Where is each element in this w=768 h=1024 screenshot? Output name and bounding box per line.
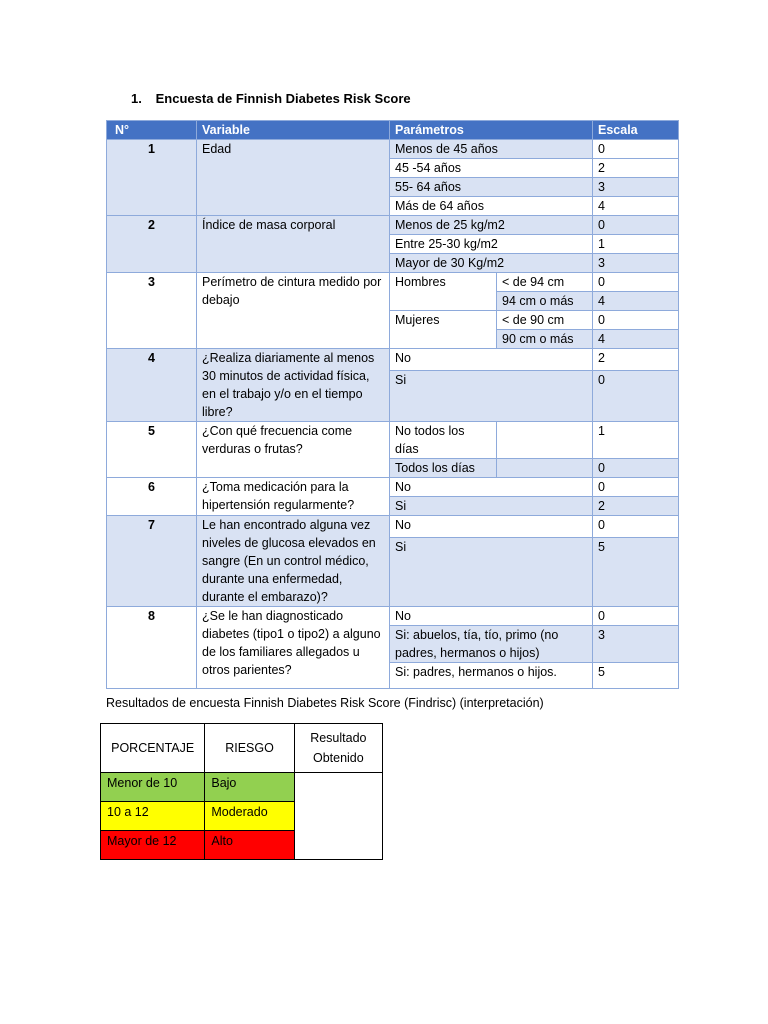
row-variable: ¿Realiza diariamente al menos 30 minutos de actividad física, en el trabajo y/o en el tiempo libre?	[197, 349, 390, 422]
row-variable: Le han encontrado alguna vez niveles de glucosa elevados en sangre (En un control médico, durante una enfermedad, durante el embarazo)?	[197, 516, 390, 607]
row-number: 3	[107, 273, 197, 349]
risk-cell: Alto	[205, 831, 294, 860]
row-variable: Edad	[197, 140, 390, 216]
header-obtained: Resultado Obtenido	[294, 724, 382, 773]
percentage-cell: Menor de 10	[101, 773, 205, 802]
param-label: 45 -54 años	[390, 159, 593, 178]
param-score: 4	[593, 292, 679, 311]
param-score: 0	[593, 607, 679, 626]
param-score: 2	[593, 497, 679, 516]
param-empty	[497, 459, 593, 478]
row-variable: ¿Se le han diagnosticado diabetes (tipo1 o tipo2) a alguno de los familiares allegados u otros parientes?	[197, 607, 390, 689]
param-score: 3	[593, 178, 679, 197]
param-score: 0	[593, 311, 679, 330]
param-label: No	[390, 478, 593, 497]
param-label: Si: abuelos, tía, tío, primo (no padres, hermanos o hijos)	[390, 626, 593, 663]
param-label: Más de 64 años	[390, 197, 593, 216]
row-number: 4	[107, 349, 197, 422]
row-number: 5	[107, 422, 197, 478]
param-score: 4	[593, 330, 679, 349]
param-label: Si	[390, 538, 593, 607]
results-row	[101, 773, 383, 802]
param-label: Menos de 25 kg/m2	[390, 216, 593, 235]
group-label: Mujeres	[390, 311, 497, 349]
results-table	[100, 723, 383, 860]
param-score: 5	[593, 663, 679, 689]
section-number: 1.	[131, 91, 142, 106]
param-score: 3	[593, 254, 679, 273]
param-score: 0	[593, 371, 679, 422]
param-empty	[497, 422, 593, 459]
table-row	[107, 140, 679, 159]
param-label: < de 90 cm	[497, 311, 593, 330]
row-variable: Perímetro de cintura medido por debajo	[197, 273, 390, 349]
param-label: Todos los días	[390, 459, 497, 478]
row-number: 1	[107, 140, 197, 216]
table-row	[107, 349, 679, 371]
param-score: 0	[593, 459, 679, 478]
param-score: 3	[593, 626, 679, 663]
row-number: 7	[107, 516, 197, 607]
header-parameters: Parámetros	[390, 121, 593, 140]
row-number: 2	[107, 216, 197, 273]
percentage-cell: Mayor de 12	[101, 831, 205, 860]
param-score: 0	[593, 140, 679, 159]
param-score: 0	[593, 478, 679, 497]
header-number: N°	[107, 121, 197, 140]
param-score: 2	[593, 349, 679, 371]
param-label: 90 cm o más	[497, 330, 593, 349]
table-row	[107, 516, 679, 538]
table-header-row	[107, 121, 679, 140]
param-label: No	[390, 349, 593, 371]
results-title: Resultados de encuesta Finnish Diabetes Risk Score (Findrisc) (interpretación)	[106, 696, 544, 710]
param-label: Si: padres, hermanos o hijos.	[390, 663, 593, 689]
param-label: < de 94 cm	[497, 273, 593, 292]
row-number: 8	[107, 607, 197, 689]
param-score: 1	[593, 235, 679, 254]
param-label: Menos de 45 años	[390, 140, 593, 159]
param-label: No todos los días	[390, 422, 497, 459]
param-label: Si	[390, 371, 593, 422]
param-label: 55- 64 años	[390, 178, 593, 197]
table-row	[107, 478, 679, 497]
table-row	[107, 422, 679, 459]
param-label: Si	[390, 497, 593, 516]
param-score: 0	[593, 273, 679, 292]
table-row	[107, 216, 679, 235]
param-label: No	[390, 516, 593, 538]
param-score: 1	[593, 422, 679, 459]
param-label: 94 cm o más	[497, 292, 593, 311]
param-label: No	[390, 607, 593, 626]
row-variable: ¿Con qué frecuencia come verduras o frutas?	[197, 422, 390, 478]
percentage-cell: 10 a 12	[101, 802, 205, 831]
findrisc-table	[106, 120, 679, 689]
obtained-result-cell[interactable]	[294, 773, 382, 860]
table-row	[107, 273, 679, 292]
param-score: 4	[593, 197, 679, 216]
row-number: 6	[107, 478, 197, 516]
group-label: Hombres	[390, 273, 497, 311]
row-variable: Índice de masa corporal	[197, 216, 390, 273]
results-header-row	[101, 724, 383, 773]
row-variable: ¿Toma medicación para la hipertensión regularmente?	[197, 478, 390, 516]
param-label: Entre 25-30 kg/m2	[390, 235, 593, 254]
header-variable: Variable	[197, 121, 390, 140]
param-score: 0	[593, 216, 679, 235]
section-heading	[131, 91, 411, 106]
header-scale: Escala	[593, 121, 679, 140]
param-score: 2	[593, 159, 679, 178]
param-label: Mayor de 30 Kg/m2	[390, 254, 593, 273]
table-row	[107, 607, 679, 626]
param-score: 0	[593, 516, 679, 538]
section-title: Encuesta de Finnish Diabetes Risk Score	[155, 91, 411, 106]
header-risk: RIESGO	[205, 724, 294, 773]
risk-cell: Bajo	[205, 773, 294, 802]
risk-cell: Moderado	[205, 802, 294, 831]
header-percentage: PORCENTAJE	[101, 724, 205, 773]
param-score: 5	[593, 538, 679, 607]
